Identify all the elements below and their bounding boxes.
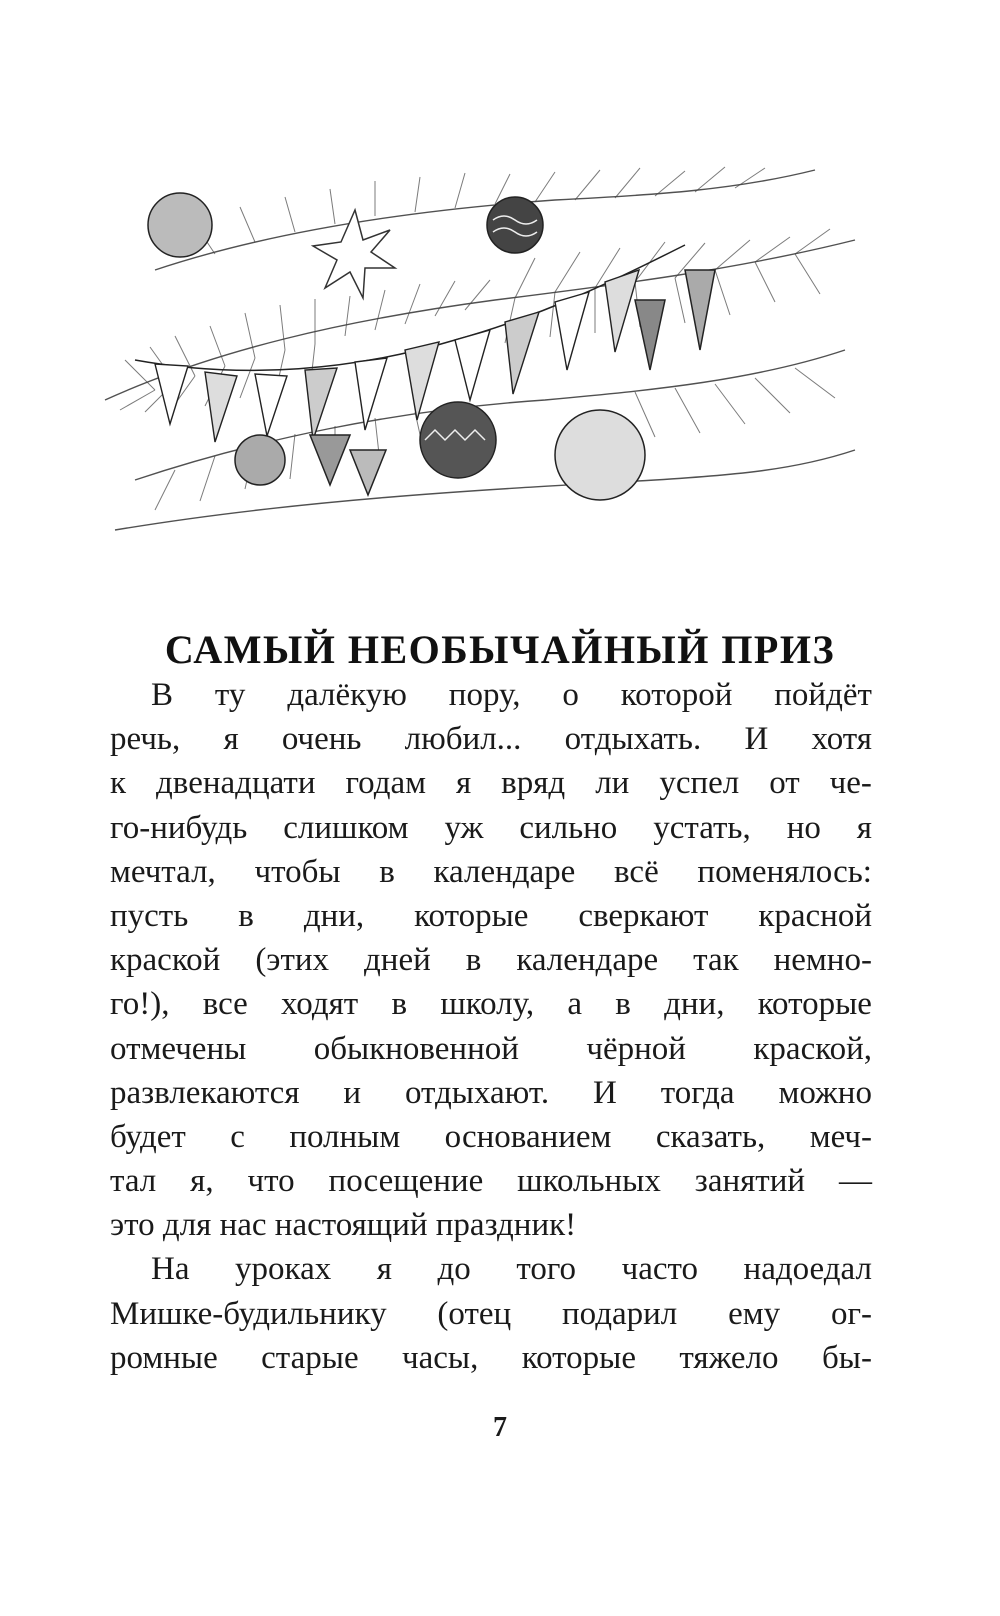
word: меч-	[809, 1118, 872, 1155]
word: И	[744, 721, 769, 758]
line-content	[110, 850, 872, 894]
word: речь,	[110, 721, 181, 758]
page-number: 7	[493, 1412, 507, 1443]
word: краской	[110, 942, 221, 979]
word: и	[343, 1074, 362, 1111]
text-line	[110, 1336, 872, 1380]
text-line	[110, 1203, 872, 1247]
word: отдыхать.	[564, 721, 702, 758]
text-line	[110, 850, 872, 894]
word: я	[856, 809, 872, 846]
word: ту	[214, 677, 246, 713]
word: В	[151, 677, 174, 713]
word: ог-	[830, 1295, 872, 1332]
word: го-нибудь	[110, 809, 248, 846]
word: часы,	[402, 1339, 479, 1376]
line-content	[110, 938, 872, 982]
word: к	[110, 765, 127, 802]
text-line	[110, 938, 872, 982]
word: далёкую	[287, 677, 407, 713]
chapter-title: САМЫЙ НЕОБЫЧАЙНЫЙ ПРИЗ	[164, 627, 836, 672]
word: будет	[110, 1118, 186, 1155]
word: вряд	[501, 765, 566, 802]
word: школу,	[440, 986, 535, 1023]
word: дней	[364, 942, 431, 979]
word: бы-	[821, 1339, 872, 1376]
christmas-tree-branch-icon	[95, 150, 860, 550]
word: тяжело	[679, 1339, 779, 1376]
word: в	[465, 942, 482, 979]
word: сильно	[519, 809, 618, 846]
word: календаре	[516, 942, 659, 979]
word: сказать,	[655, 1118, 766, 1155]
word: что	[247, 1163, 295, 1200]
word: пойдёт	[774, 677, 872, 713]
word: все	[202, 986, 248, 1023]
word: устать,	[653, 809, 751, 846]
word: любил...	[404, 721, 522, 758]
word: до	[437, 1251, 471, 1288]
word: которые	[414, 897, 529, 934]
word: надоедал	[743, 1251, 872, 1288]
line-content	[110, 982, 872, 1026]
word: того	[516, 1251, 577, 1288]
word: я	[456, 765, 472, 802]
line-content	[151, 1247, 872, 1291]
line-content	[110, 1115, 872, 1159]
word: поменялось:	[697, 853, 872, 890]
word: школьных	[517, 1163, 661, 1200]
word: с	[230, 1118, 245, 1155]
line-content	[110, 761, 872, 805]
word: успел	[659, 765, 740, 802]
word: дни,	[664, 986, 725, 1023]
word: тогда	[660, 1074, 735, 1111]
word: в	[615, 986, 631, 1023]
word: занятий	[694, 1163, 806, 1200]
word: от	[769, 765, 800, 802]
word: слишком	[283, 809, 409, 846]
word: пору,	[448, 677, 521, 713]
word: которой	[620, 677, 733, 713]
word: хотя	[811, 721, 872, 758]
word: чёрной	[586, 1030, 686, 1067]
word: двенадцати	[156, 765, 316, 802]
word: подарил	[562, 1295, 678, 1332]
word: в	[391, 986, 408, 1023]
word: которые	[521, 1339, 636, 1376]
word: На	[151, 1251, 190, 1288]
line-content: это для нас настоящий праздник!	[110, 1207, 577, 1244]
word: уж	[444, 809, 484, 846]
word: можно	[778, 1074, 872, 1111]
word: ромные	[110, 1339, 218, 1376]
word: я	[376, 1251, 392, 1288]
text-line	[110, 673, 872, 717]
line-content	[110, 717, 872, 761]
word: (отец	[437, 1295, 512, 1332]
word: —	[838, 1163, 872, 1200]
body-text	[110, 673, 872, 1380]
text-line	[110, 761, 872, 805]
word: че-	[829, 765, 872, 802]
word: сверкают	[578, 897, 709, 934]
text-line	[110, 1071, 872, 1115]
word: пусть	[110, 897, 189, 934]
word: старые	[261, 1339, 359, 1376]
word: полным	[289, 1118, 401, 1155]
word: отмечены	[110, 1030, 247, 1067]
word: основанием	[444, 1118, 612, 1155]
text-line	[110, 982, 872, 1026]
word: а	[567, 986, 582, 1023]
word: так	[693, 942, 739, 979]
line-content	[110, 1336, 872, 1380]
text-line	[110, 1159, 872, 1203]
word: немно-	[773, 942, 872, 979]
word: в	[379, 853, 395, 890]
text-line	[110, 1292, 872, 1336]
word: отдыхают.	[404, 1074, 550, 1111]
word: годам	[345, 765, 427, 802]
word: всё	[614, 853, 659, 890]
word: я	[223, 721, 239, 758]
word: краской,	[753, 1030, 872, 1067]
word: ему	[728, 1295, 781, 1332]
word: тал	[110, 1163, 157, 1200]
line-content	[110, 1027, 872, 1071]
word: я,	[190, 1163, 214, 1200]
word: Мишке-будильнику	[110, 1295, 387, 1332]
line-content	[110, 1071, 872, 1115]
word: уроках	[235, 1251, 332, 1288]
word: о	[562, 677, 579, 713]
line-content	[110, 1159, 872, 1203]
text-line	[110, 806, 872, 850]
word: календаре	[433, 853, 576, 890]
word: посещение	[328, 1163, 484, 1200]
text-line	[110, 1027, 872, 1071]
word: дни,	[303, 897, 365, 934]
line-content	[110, 806, 872, 850]
word: ходят	[281, 986, 359, 1023]
text-line	[110, 1247, 872, 1291]
line-content	[110, 894, 872, 938]
word: обыкновенной	[313, 1030, 519, 1067]
word: развлекаются	[110, 1074, 300, 1111]
word: но	[786, 809, 821, 846]
text-line	[110, 894, 872, 938]
line-content	[151, 673, 872, 717]
word: в	[238, 897, 254, 934]
word: очень	[281, 721, 362, 758]
word: красной	[758, 897, 872, 934]
christmas-tree-illustration	[95, 150, 860, 550]
word: которые	[757, 986, 872, 1023]
text-line	[110, 1115, 872, 1159]
word: (этих	[255, 942, 330, 979]
text-line	[110, 717, 872, 761]
line-content	[110, 1292, 872, 1336]
word: часто	[621, 1251, 698, 1288]
word: мечтал,	[110, 853, 216, 890]
word: И	[592, 1074, 617, 1111]
word: чтобы	[254, 853, 341, 890]
word: ли	[595, 765, 630, 802]
word: го!),	[110, 986, 170, 1023]
